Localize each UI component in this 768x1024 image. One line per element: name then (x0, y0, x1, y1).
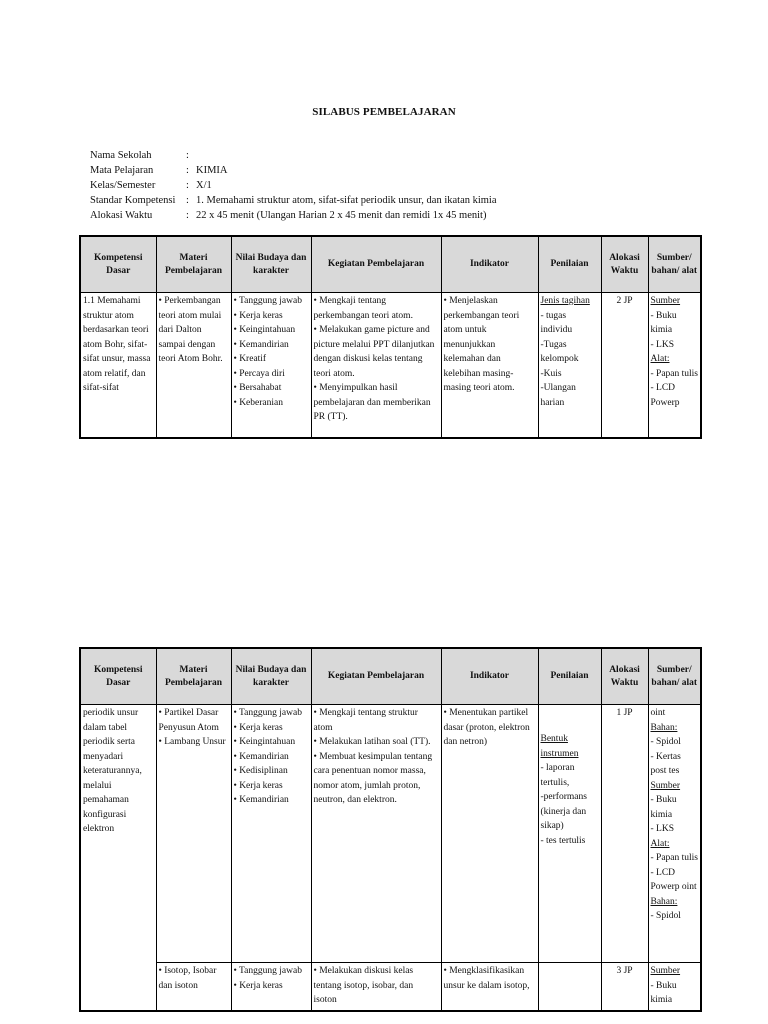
cell-sumber: Sumber - Buku kimia (648, 963, 701, 1011)
cell-nilai: • Tanggung jawab • Kerja keras • Keingintahuan • Kemandirian • Kreatif • Percaya diri • Bersahabat • Keberanian (231, 293, 311, 438)
header-kd: Kompetensi Dasar (80, 648, 156, 705)
syllabus-table-1 (79, 235, 702, 439)
cell-kegiatan: • Mengkaji tentang perkembangan teori atom. • Melakukan game picture and picture melalui PPT dilanjutkan dengan diskusi kelas tentang teori atom. • Menyimpulkan hasil pembelajaran dan memberikan PR (TT). (311, 293, 441, 438)
cell-indikator: • Menjelaskan perkembangan teori atom untuk menunjukkan kelemahan dan kelebihan masing-masing teori atom. (441, 293, 538, 438)
info-row: Kelas/Semester : X/1 (90, 180, 212, 191)
identity-block (90, 148, 497, 223)
cell-alokasi: 1 JP (601, 705, 648, 963)
cell-penilaian: Bentuk instrumen - laporan tertulis, -performans (kinerja dan sikap) - tes tertulis (538, 705, 601, 963)
cell-nilai: • Tanggung jawab • Kerja keras (231, 963, 311, 1011)
header-kd: Kompetensi Dasar (80, 236, 156, 293)
cell-kd: 1.1 Memahami struktur atom berdasarkan teori atom Bohr, sifat-sifat unsur, massa atom relatif, dan sifat-sifat (80, 293, 156, 438)
page-title: SILABUS PEMBELAJARAN (312, 106, 456, 118)
header-indikator: Indikator (441, 648, 538, 705)
header-materi: Materi Pembelajaran (156, 236, 231, 293)
cell-nilai: • Tanggung jawab • Kerja keras • Keingintahuan • Kemandirian • Kedisiplinan • Kerja keras • Kemandirian (231, 705, 311, 963)
header-nilai: Nilai Budaya dan karakter (231, 236, 311, 293)
cell-alokasi: 2 JP (601, 293, 648, 438)
header-penilaian: Penilaian (538, 236, 601, 293)
cell-sumber: Sumber - Buku kimia - LKS Alat: - Papan tulis - LCD Powerp (648, 293, 701, 438)
cell-kegiatan: • Melakukan diskusi kelas tentang isotop, isobar, dan isoton (311, 963, 441, 1011)
cell-kegiatan: • Mengkaji tentang struktur atom • Melakukan latihan soal (TT). • Membuat kesimpulan tentang cara penentuan nomor massa, nomor atom, jumlah proton, neutron, dan elektron. (311, 705, 441, 963)
table-row (80, 705, 701, 963)
cell-penilaian (538, 963, 601, 1011)
cell-penilaian: Jenis tagihan - tugas individu -Tugas kelompok -Kuis -Ulangan harian (538, 293, 601, 438)
info-row: Nama Sekolah : (90, 150, 189, 161)
header-nilai: Nilai Budaya dan karakter (231, 648, 311, 705)
cell-materi: • Isotop, Isobar dan isoton (156, 963, 231, 1011)
table-row (80, 293, 701, 438)
cell-materi: • Partikel Dasar Penyusun Atom • Lambang Unsur (156, 705, 231, 963)
info-row: Standar Kompetensi : 1. Memahami struktur atom, sifat-sifat periodik unsur, dan ikatan kimia (90, 195, 497, 206)
cell-indikator: • Menentukan partikel dasar (proton, elektron dan netron) (441, 705, 538, 963)
syllabus-table-2 (79, 647, 702, 1012)
header-sumber: Sumber/ bahan/ alat (648, 236, 701, 293)
cell-sumber: oint Bahan: - Spidol - Kertas post tes Sumber - Buku kimia - LKS Alat: - Papan tulis - LCD Powerp oint Bahan: - Spidol (648, 705, 701, 963)
info-row: Mata Pelajaran : KIMIA (90, 165, 228, 176)
cell-alokasi: 3 JP (601, 963, 648, 1011)
header-penilaian: Penilaian (538, 648, 601, 705)
cell-materi: • Perkembangan teori atom mulai dari Dalton sampai dengan teori Atom Bohr. (156, 293, 231, 438)
info-row: Alokasi Waktu : 22 x 45 menit (Ulangan Harian 2 x 45 menit dan remidi 1x 45 menit) (90, 210, 487, 221)
header-alokasi: Alokasi Waktu (601, 648, 648, 705)
header-kegiatan: Kegiatan Pembelajaran (311, 236, 441, 293)
table-header-row (80, 648, 701, 705)
header-indikator: Indikator (441, 236, 538, 293)
table-row (80, 963, 701, 1011)
header-alokasi: Alokasi Waktu (601, 236, 648, 293)
header-materi: Materi Pembelajaran (156, 648, 231, 705)
header-sumber: Sumber/ bahan/ alat (648, 648, 701, 705)
header-kegiatan: Kegiatan Pembelajaran (311, 648, 441, 705)
cell-kd: periodik unsur dalam tabel periodik serta menyadari keteraturannya, melalui pemahaman konfigurasi elektron (80, 705, 156, 1011)
cell-indikator: • Mengklasifikasikan unsur ke dalam isotop, (441, 963, 538, 1011)
table-header-row (80, 236, 701, 293)
